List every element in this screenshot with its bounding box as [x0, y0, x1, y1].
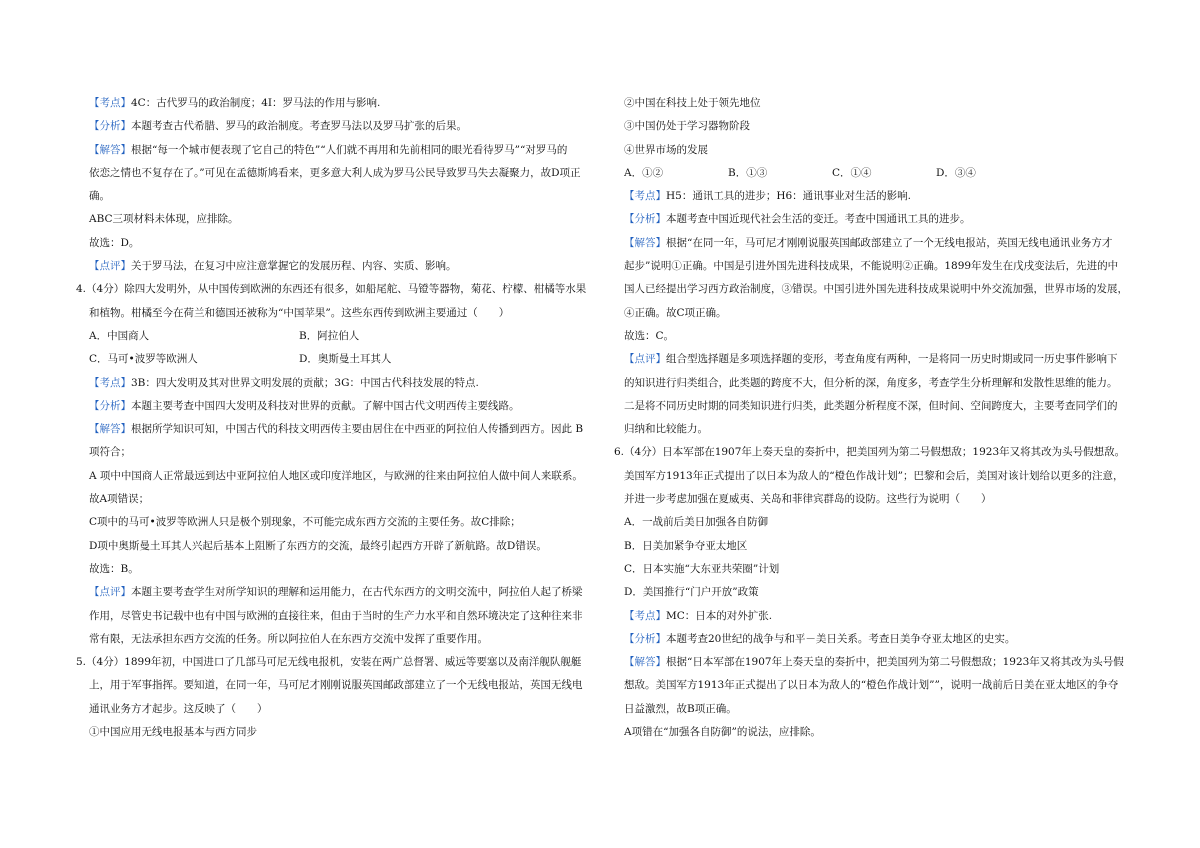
right-text-line — [624, 325, 1136, 348]
answer-option: A．①② — [624, 166, 664, 179]
left-text-line — [76, 605, 588, 628]
line-text: ④正确。故C项正确。 — [624, 306, 727, 319]
line-text: 根据“在同一年，马可尼才刚刚说服英国邮政部建立了一个无线电报站，英国无线电通讯业务方才 — [666, 236, 1113, 249]
line-text: 3B：四大发明及其对世界文明发展的贡献；3G：中国古代科技发展的特点. — [131, 376, 479, 389]
line-text: H5：通讯工具的进步；H6：通讯事业对生活的影响. — [666, 190, 912, 203]
right-text-line — [624, 581, 1136, 604]
line-text: B．日美加紧争夺亚太地区 — [624, 539, 748, 552]
line-text: MC：日本的对外扩张. — [666, 609, 773, 622]
right-text-line — [624, 372, 1136, 395]
line-text: 根据“每一个城市便表现了它自己的特色”“人们就不再用和先前相同的眼光看待罗马”“对罗马的 — [131, 143, 568, 156]
right-text-line — [624, 628, 1136, 651]
line-text: 想敌。美国军方1913年正式提出了以日本为敌人的“橙色作战计划””，说明一战前后日美在亚太地区的争夺 — [624, 679, 1119, 692]
right-text-line — [624, 558, 1136, 581]
left-column — [76, 92, 588, 744]
right-text-line — [624, 535, 1136, 558]
right-text-line — [624, 488, 1136, 511]
left-text-line — [76, 255, 588, 278]
left-text-line — [76, 628, 588, 651]
right-text-line — [624, 139, 1136, 162]
line-text: 关于罗马法，在复习中应注意掌握它的发展历程、内容、实质、影响。 — [131, 260, 457, 273]
right-text-line — [624, 302, 1136, 325]
right-text-line — [624, 92, 1136, 115]
line-text: C项中的马可•波罗等欧洲人只是极个别现象，不可能完成东西方交流的主要任务。故C排除； — [89, 516, 521, 529]
section-tag: 【分析】 — [89, 399, 131, 412]
section-tag: 【考点】 — [89, 97, 131, 109]
right-text-line — [624, 278, 1136, 301]
line-text: 本题考查20世纪的战争与和平－美日关系。考查日美争夺亚太地区的史实。 — [666, 632, 1016, 645]
line-text: 故选：D。 — [89, 236, 140, 249]
right-text-line — [624, 348, 1136, 371]
line-text: 的知识进行归类组合，此类题的跨度不大，但分析的深，角度多，考查学生分析理解和发散性思维的能力。 — [624, 376, 1118, 389]
section-tag: 【解答】 — [89, 143, 131, 156]
left-text-line — [76, 208, 588, 231]
section-tag: 【解答】 — [624, 656, 666, 669]
line-text: A项错在“加强各自防御”的说法，应排除。 — [624, 726, 821, 739]
line-text: 归纳和比较能力。 — [624, 423, 708, 436]
left-text-line — [76, 488, 588, 511]
section-tag: 【考点】 — [89, 376, 131, 389]
left-text-line — [76, 162, 588, 185]
line-text: 和植物。柑橘至今在荷兰和德国还被称为“中国苹果”。这些东西传到欧洲主要通过（ ） — [89, 306, 510, 319]
section-tag: 【考点】 — [624, 609, 666, 622]
line-text: 依恋之情也不复存在了。”可见在孟德斯鸠看来，更多意大利人成为罗马公民导致罗马失去凝聚力，故D项正 — [89, 166, 581, 179]
right-text-line — [624, 511, 1136, 534]
line-text: 日益激烈，故B项正确。 — [624, 702, 737, 715]
section-tag: 【点评】 — [624, 353, 666, 366]
left-text-line — [76, 278, 588, 301]
left-text-line — [76, 185, 588, 208]
right-text-line — [624, 651, 1136, 674]
left-text-line — [76, 465, 588, 488]
left-text-line — [76, 581, 588, 604]
section-tag: 【分析】 — [624, 632, 666, 645]
line-text: 4C：古代罗马的政治制度；4I：罗马法的作用与影响. — [131, 97, 381, 109]
right-text-line — [624, 232, 1136, 255]
line-text: 上，用于军事指挥。要知道，在同一年，马可尼才刚刚说服英国邮政部建立了一个无线电报站，英国无线电 — [89, 679, 583, 692]
line-text: ①中国应用无线电报基本与西方同步 — [89, 726, 257, 739]
line-text: ④世界市场的发展 — [624, 143, 708, 156]
left-text-line — [76, 418, 588, 441]
left-text-line — [76, 92, 588, 115]
line-text: A 项中中国商人正常最远到达中亚阿拉伯人地区或印度洋地区，与欧洲的往来由阿拉伯人做中间人来联系。 — [89, 469, 583, 482]
line-text: 本题主要考查学生对所学知识的理解和运用能力，在古代东西方的文明交流中，阿拉伯人起了桥梁 — [131, 586, 583, 599]
line-text: 本题考查古代希腊、罗马的政治制度。考查罗马法以及罗马扩张的后果。 — [131, 120, 467, 133]
section-tag: 【分析】 — [624, 213, 666, 226]
answer-option: C．马可•波罗等欧洲人 — [89, 353, 198, 366]
left-text-line — [76, 441, 588, 464]
right-text-line — [624, 418, 1136, 441]
right-text-line — [614, 441, 1136, 464]
line-text: 根据所学知识可知，中国古代的科技文明西传主要由居住在中西亚的阿拉伯人传播到西方。因此 B — [131, 423, 584, 436]
line-text: 本题考查中国近现代社会生活的变迁。考查中国通讯工具的进步。 — [666, 213, 971, 226]
line-text: 国人已经提出学习西方政治制度，③错误。中国引进外国先进科技成果说明中外交流加强，世界市场的发展， — [624, 283, 1128, 296]
line-text: 本题主要考查中国四大发明及科技对世界的贡献。了解中国古代文明西传主要线路。 — [131, 399, 520, 412]
left-text-line — [76, 721, 588, 744]
section-tag: 【考点】 — [624, 190, 666, 203]
line-text: 二是将不同历史时期的同类知识进行归类，此类题分析程度不深，但时间、空间跨度大，主要考查同学们的 — [624, 399, 1118, 412]
left-text-line — [76, 651, 588, 674]
line-text: 确。 — [89, 190, 110, 203]
right-column — [614, 92, 1136, 744]
section-tag: 【点评】 — [89, 586, 131, 599]
line-text: 通讯业务方才起步。这反映了（ ） — [89, 702, 268, 715]
line-text: ③中国仍处于学习器物阶段 — [624, 120, 750, 133]
answer-option: B．阿拉伯人 — [299, 329, 360, 342]
line-text: 美国军方1913年正式提出了以日本为敌人的“橙色作战计划”；巴黎和会后，美国对该计划给以更多的注意， — [624, 469, 1124, 482]
line-text: 6.（4分）日本军部在1907年上奏天皇的奏折中，把美国列为第二号假想敌；1923年又将其改为头号假想敌。 — [614, 446, 1126, 459]
left-text-line — [76, 535, 588, 558]
answer-option: A．中国商人 — [89, 329, 150, 342]
line-text: C．日本实施“大东亚共荣圈”计划 — [624, 562, 780, 575]
answer-option: C．①④ — [832, 166, 872, 179]
line-text: D项中奥斯曼土耳其人兴起后基本上阻断了东西方的交流，最终引起西方开辟了新航路。故D错误。 — [89, 539, 547, 552]
answer-option: D．③④ — [936, 166, 976, 179]
line-text: 4.（4分）除四大发明外，从中国传到欧洲的东西还有很多，如船尾舵、马镫等器物，菊花、柠檬、柑橘等水果 — [76, 283, 587, 296]
right-text-line — [624, 395, 1136, 418]
left-text-line — [76, 139, 588, 162]
left-text-line — [76, 674, 588, 697]
line-text: 故选：C。 — [624, 329, 675, 342]
left-text-line — [76, 395, 588, 418]
left-text-line — [76, 558, 588, 581]
right-text-line — [624, 605, 1136, 628]
answer-option: B．①③ — [728, 166, 768, 179]
line-text: 并进一步考虑加强在夏威夷、关岛和菲律宾群岛的设防。这些行为说明（ ） — [624, 493, 992, 506]
line-text: 5.（4分）1899年初，中国进口了几部马可尼无线电报机，安装在两广总督署、威远等要塞以及南洋舰队舰艇 — [76, 656, 582, 669]
line-text: 起步”说明①正确。中国是引进外国先进科技成果，不能说明②正确。1899年发生在戊戌变法后，先进的中 — [624, 260, 1119, 273]
left-text-line — [76, 698, 588, 721]
line-text: D．美国推行“门户开放”政策 — [624, 586, 759, 599]
left-text-line — [76, 348, 588, 371]
left-text-line — [76, 115, 588, 138]
right-text-line — [624, 698, 1136, 721]
line-text: 根据“日本军部在1907年上奏天皇的奏折中，把美国列为第二号假想敌；1923年又将其改为头号假 — [666, 656, 1124, 669]
answer-option: D．奥斯曼土耳其人 — [299, 353, 392, 366]
line-text: A．一战前后美日加强各自防御 — [624, 516, 769, 529]
right-text-line — [624, 208, 1136, 231]
right-text-line — [624, 255, 1136, 278]
section-tag: 【分析】 — [89, 120, 131, 133]
line-text: 常有限，无法承担东西方交流的任务。所以阿拉伯人在东西方交流中发挥了重要作用。 — [89, 632, 488, 645]
right-text-line — [624, 465, 1136, 488]
left-text-line — [76, 232, 588, 255]
line-text: 故选：B。 — [89, 562, 139, 575]
left-text-line — [76, 372, 588, 395]
right-text-line — [624, 185, 1136, 208]
section-tag: 【点评】 — [89, 260, 131, 273]
line-text: ②中国在科技上处于领先地位 — [624, 97, 761, 109]
line-text: 项符合； — [89, 446, 131, 459]
right-text-line — [624, 674, 1136, 697]
section-tag: 【解答】 — [624, 236, 666, 249]
left-text-line — [76, 511, 588, 534]
line-text: 作用，尽管史书记载中也有中国与欧洲的直接往来，但由于当时的生产力水平和自然环境决定了这种往来非 — [89, 609, 583, 622]
line-text: 组合型选择题是多项选择题的变形，考查角度有两种，一是将同一历史时期或同一历史事件影响下 — [666, 353, 1118, 366]
right-text-line — [624, 721, 1136, 744]
line-text: 故A项错误； — [89, 493, 150, 506]
right-text-line — [624, 162, 1136, 185]
line-text: ABC三项材料未体现，应排除。 — [89, 213, 239, 226]
section-tag: 【解答】 — [89, 423, 131, 436]
right-text-line — [624, 115, 1136, 138]
left-text-line — [76, 302, 588, 325]
left-text-line — [76, 325, 588, 348]
